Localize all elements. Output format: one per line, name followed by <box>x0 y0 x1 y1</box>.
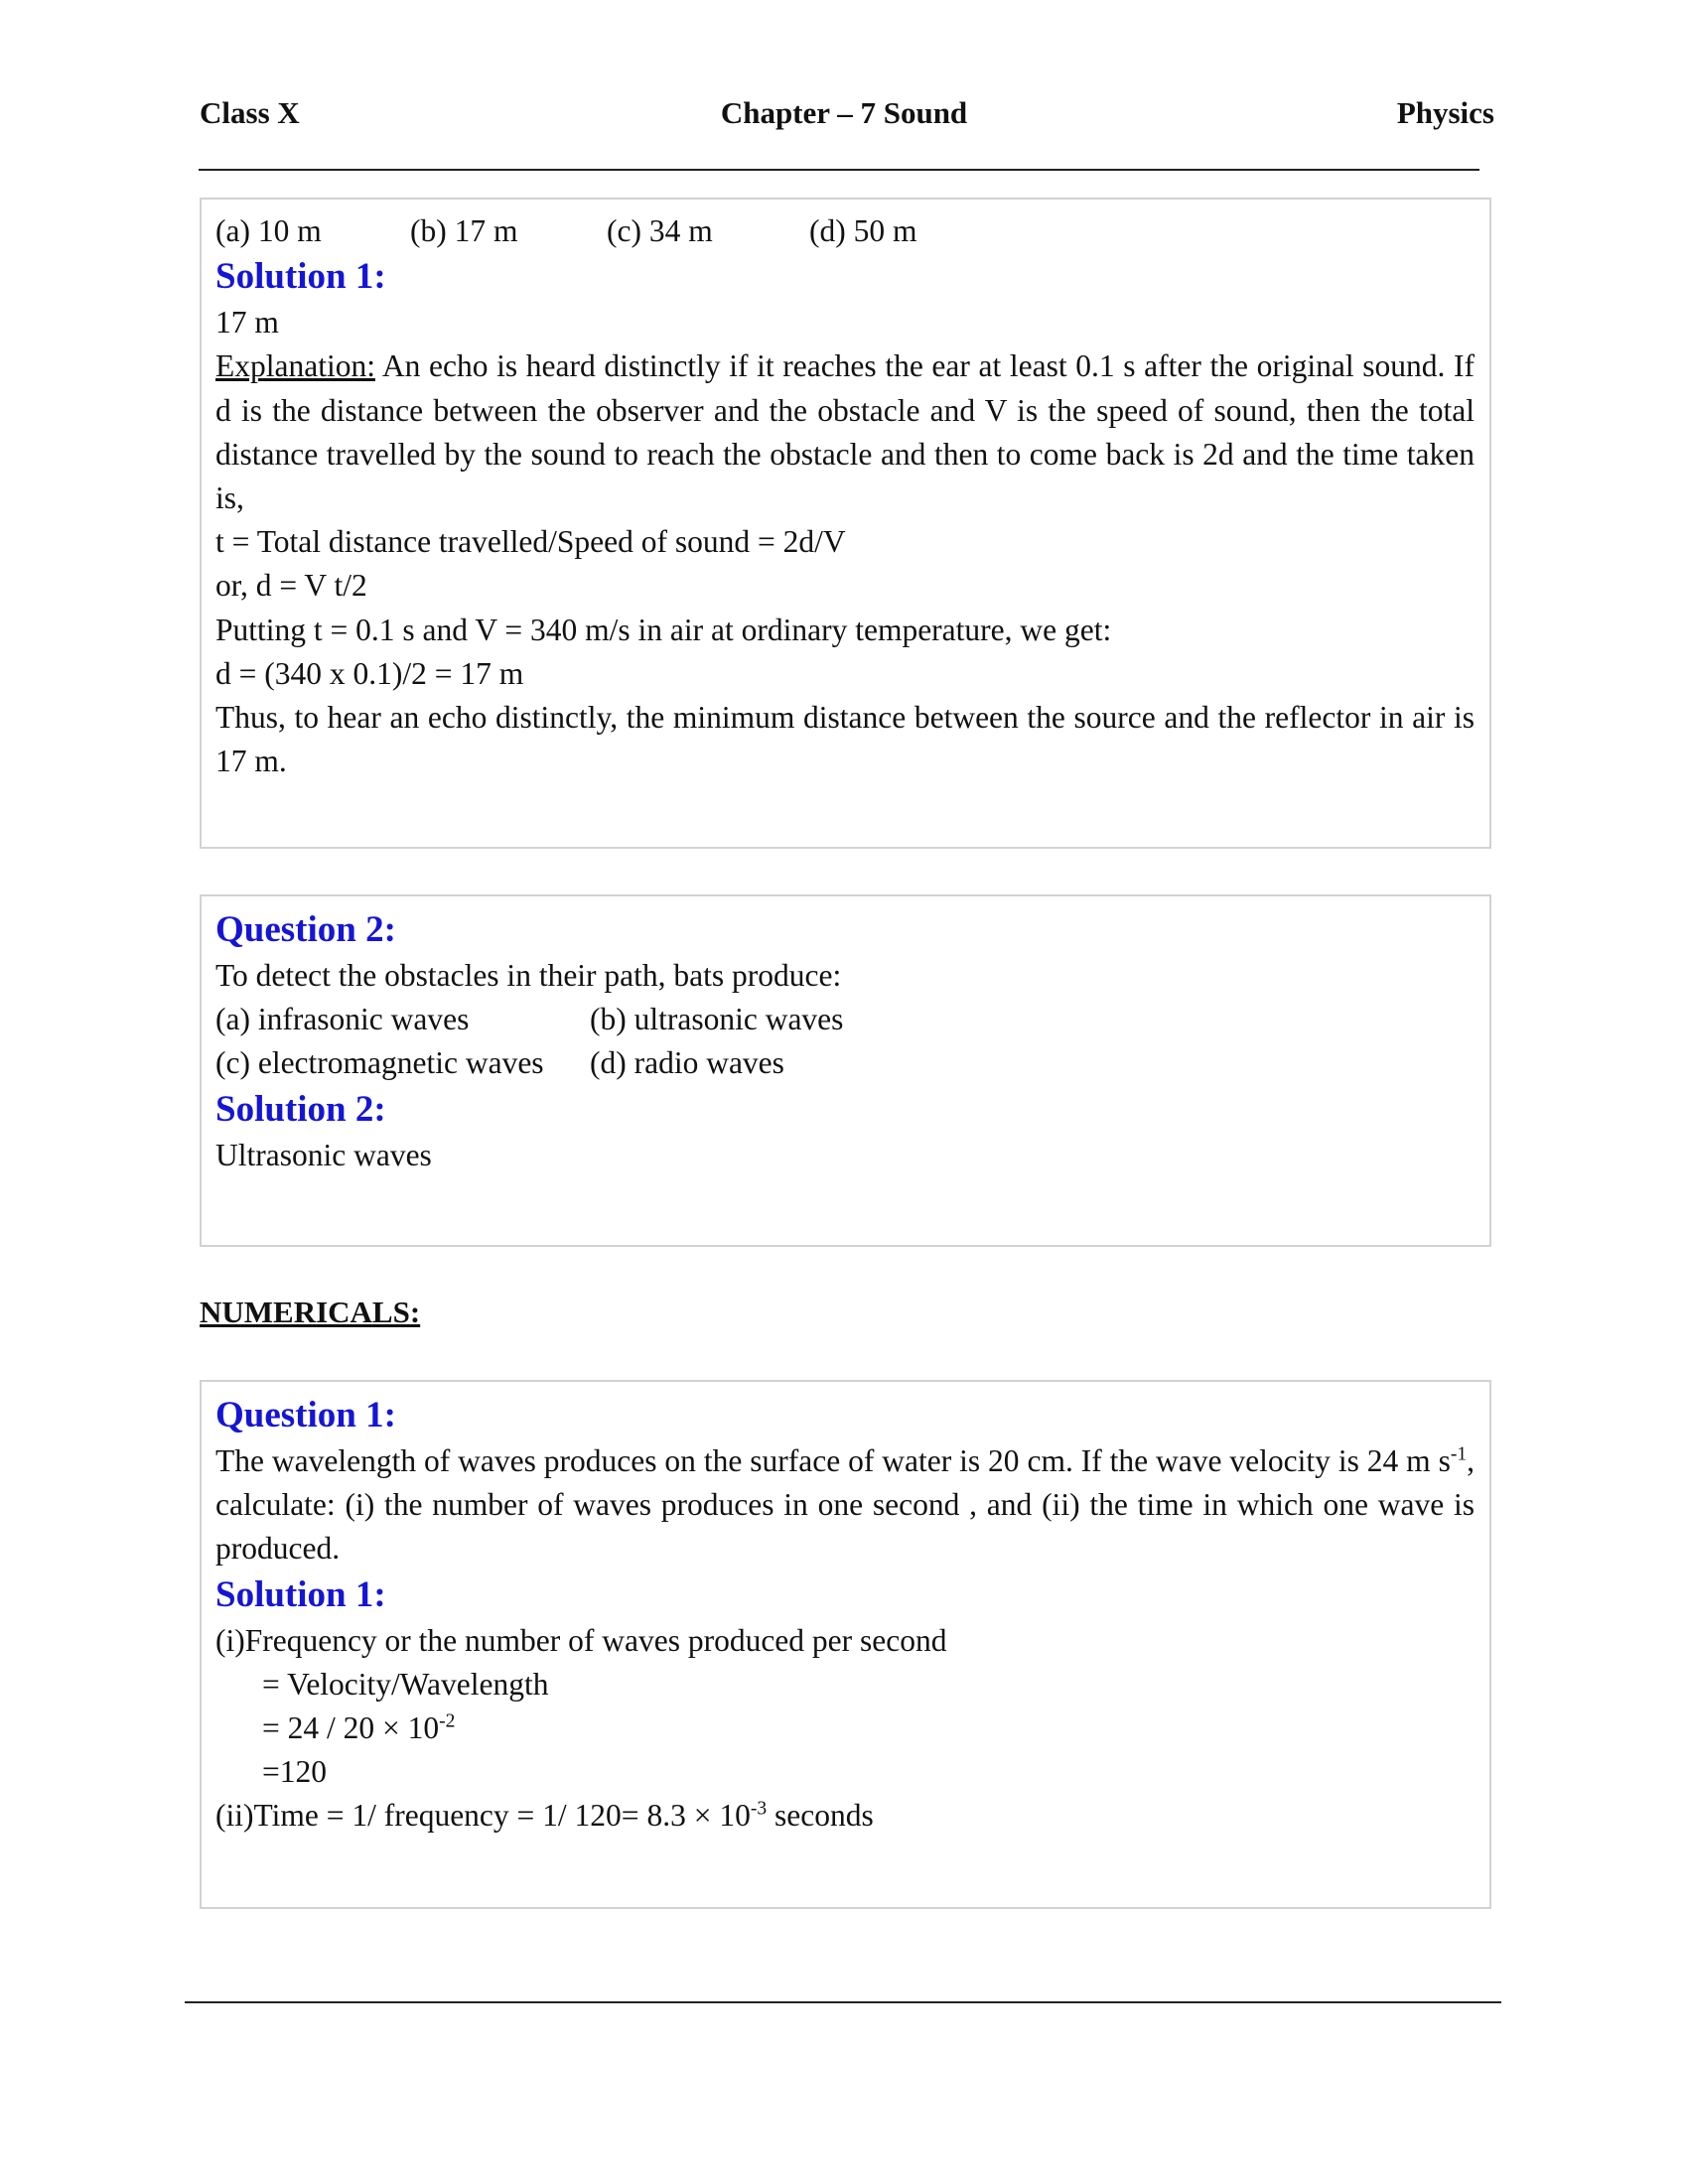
question-text: To detect the obstacles in their path, bats produce: <box>215 958 842 993</box>
formula-result: d = (340 x 0.1)/2 = 17 m <box>215 655 524 691</box>
answer-text: Ultrasonic waves <box>215 1137 432 1172</box>
solution-heading: Solution 1: <box>215 256 386 298</box>
option-d: (d) 50 m <box>809 213 917 248</box>
option-d: (d) radio waves <box>590 1045 784 1081</box>
solution-heading: Solution 2: <box>215 1088 386 1130</box>
formula-distance: or, d = V t/2 <box>215 568 367 604</box>
header-class: Class X <box>200 95 300 130</box>
conclusion-text: Thus, to hear an echo distinctly, the minimum distance between the source and the reflector in air is 17 m. <box>215 700 1475 779</box>
solution-heading: Solution 1: <box>215 1573 386 1615</box>
answer-text: 17 m <box>215 305 279 341</box>
option-c: (c) electromagnetic waves <box>215 1045 544 1081</box>
section-title: NUMERICALS: <box>200 1295 421 1329</box>
question-part-1: The wavelength of waves produces on the surface of water is 20 cm. If the wave velocity is 24 m s <box>215 1443 1451 1478</box>
option-a: (a) 10 m <box>215 213 322 248</box>
footer-rule <box>185 2001 1501 2003</box>
step-substitution <box>215 1706 1475 1750</box>
numerical-question-1-box <box>200 1380 1491 1909</box>
question-superscript: -1 <box>1450 1443 1468 1465</box>
solution-1-box <box>200 198 1491 849</box>
step-substitution-exponent: -2 <box>439 1710 456 1732</box>
step-substitution-text: = 24 / 20 × 10 <box>262 1710 440 1746</box>
option-b: (b) ultrasonic waves <box>590 1002 844 1037</box>
explanation-text: An echo is heard distinctly if it reaches the ear at least 0.1 s after the original sound. If d is the distance between the observer and the obstacle and V is the speed of sound, then the total distance travelled by the sound to reach the obstacle and then to come back is 2d and the time taken is, <box>215 348 1475 516</box>
step-time-unit: seconds <box>767 1798 874 1834</box>
step-result: =120 <box>262 1754 328 1790</box>
option-a: (a) infrasonic waves <box>215 1002 470 1037</box>
options-row <box>215 209 1475 253</box>
formula-time: t = Total distance travelled/Speed of sound = 2d/V <box>215 524 846 560</box>
options-row-2 <box>215 1041 1475 1085</box>
step-velocity-wavelength: = Velocity/Wavelength <box>262 1666 549 1702</box>
question-text <box>215 1439 1475 1571</box>
options-row-1 <box>215 998 1475 1041</box>
explanation-label: Explanation: <box>215 348 375 384</box>
substitution-text: Putting t = 0.1 s and V = 340 m/s in air at ordinary temperature, we get: <box>215 612 1112 647</box>
question-heading: Question 2: <box>215 909 396 950</box>
header-rule <box>199 169 1479 171</box>
step-time-exponent: -3 <box>750 1798 768 1820</box>
explanation-paragraph <box>215 344 1475 520</box>
option-c: (c) 34 m <box>607 213 713 248</box>
question-part-2: , calculate: (i) the number of waves produces in one second , and (ii) the time in which one wave is produced. <box>215 1443 1475 1567</box>
question-heading: Question 1: <box>215 1395 396 1435</box>
header-subject: Physics <box>1396 95 1494 130</box>
header-chapter: Chapter – 7 Sound <box>720 95 968 130</box>
question-2-box <box>200 894 1491 1247</box>
step-frequency: (i)Frequency or the number of waves produced per second <box>215 1622 947 1658</box>
step-time <box>215 1794 1475 1838</box>
option-b: (b) 17 m <box>410 213 518 248</box>
step-time-text: (ii)Time = 1/ frequency = 1/ 120= 8.3 × 10 <box>215 1798 751 1834</box>
